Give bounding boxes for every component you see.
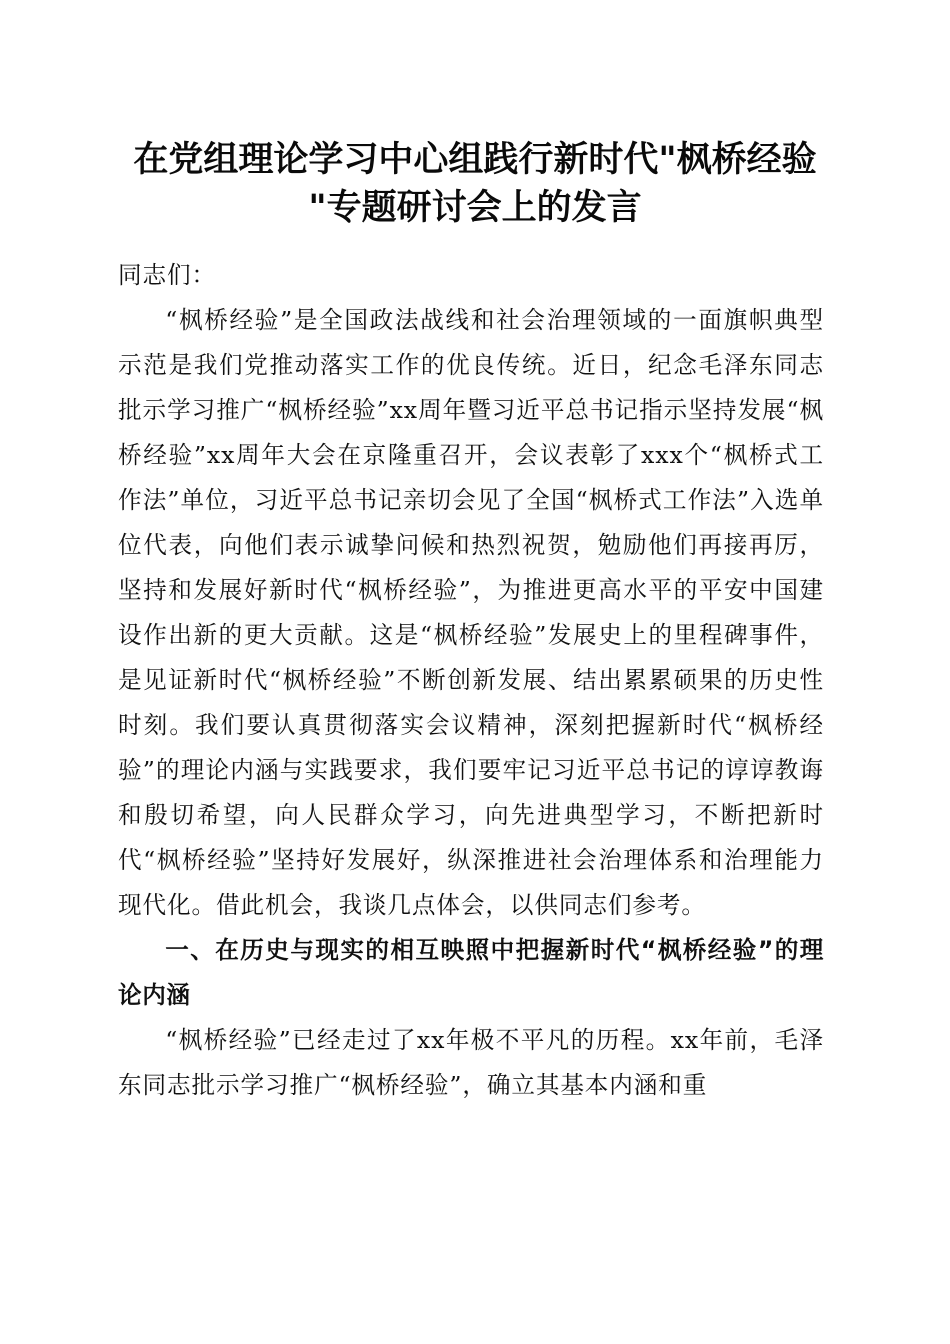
document-body bbox=[118, 253, 824, 1108]
section-heading: 一、在历史与现实的相互映照中把握新时代“枫桥经验”的理论内涵 bbox=[118, 936, 824, 1009]
document-title bbox=[110, 136, 840, 232]
intro-paragraph: “枫桥经验”是全国政法战线和社会治理领域的一面旗帜典型示范是我们党推动落实工作的优良传统。近日，纪念毛泽东同志批示学习推广“枫桥经验”xx周年暨习近平总书记指示坚持发展“枫桥经验”xx周年大会在京隆重召开，会议表彰了xxx个“枫桥式工作法”单位，习近平总书记亲切会见了全国“枫桥式工作法”入选单位代表，向他们表示诚挚问候和热烈祝贺，勉励他们再接再厉，坚持和发展好新时代“枫桥经验”，为推进更高水平的平安中国建设作出新的更大贡献。这是“枫桥经验”发展史上的里程碑事件，是见证新时代“枫桥经验”不断创新发展、结出累累硕果的历史性时刻。我们要认真贯彻落实会议精神，深刻把握新时代“枫桥经验”的理论内涵与实践要求，我们要牢记习近平总书记的谆谆教诲和殷切希望，向人民群众学习，向先进典型学习，不断把新时代“枫桥经验”坚持好发展好，纵深推进社会治理体系和治理能力现代化。借此机会，我谈几点体会，以供同志们参考。 bbox=[118, 306, 824, 919]
title-line-1: 在党组理论学习中心组践行新时代"枫桥经验 bbox=[133, 139, 817, 180]
salutation: 同志们： bbox=[118, 261, 216, 289]
section-paragraph: “枫桥经验”已经走过了xx年极不平凡的历程。xx年前，毛泽东同志批示学习推广“枫桥经验”，确立其基本内涵和重 bbox=[118, 1026, 824, 1099]
title-line-2: "专题研讨会上的发言 bbox=[308, 187, 642, 228]
